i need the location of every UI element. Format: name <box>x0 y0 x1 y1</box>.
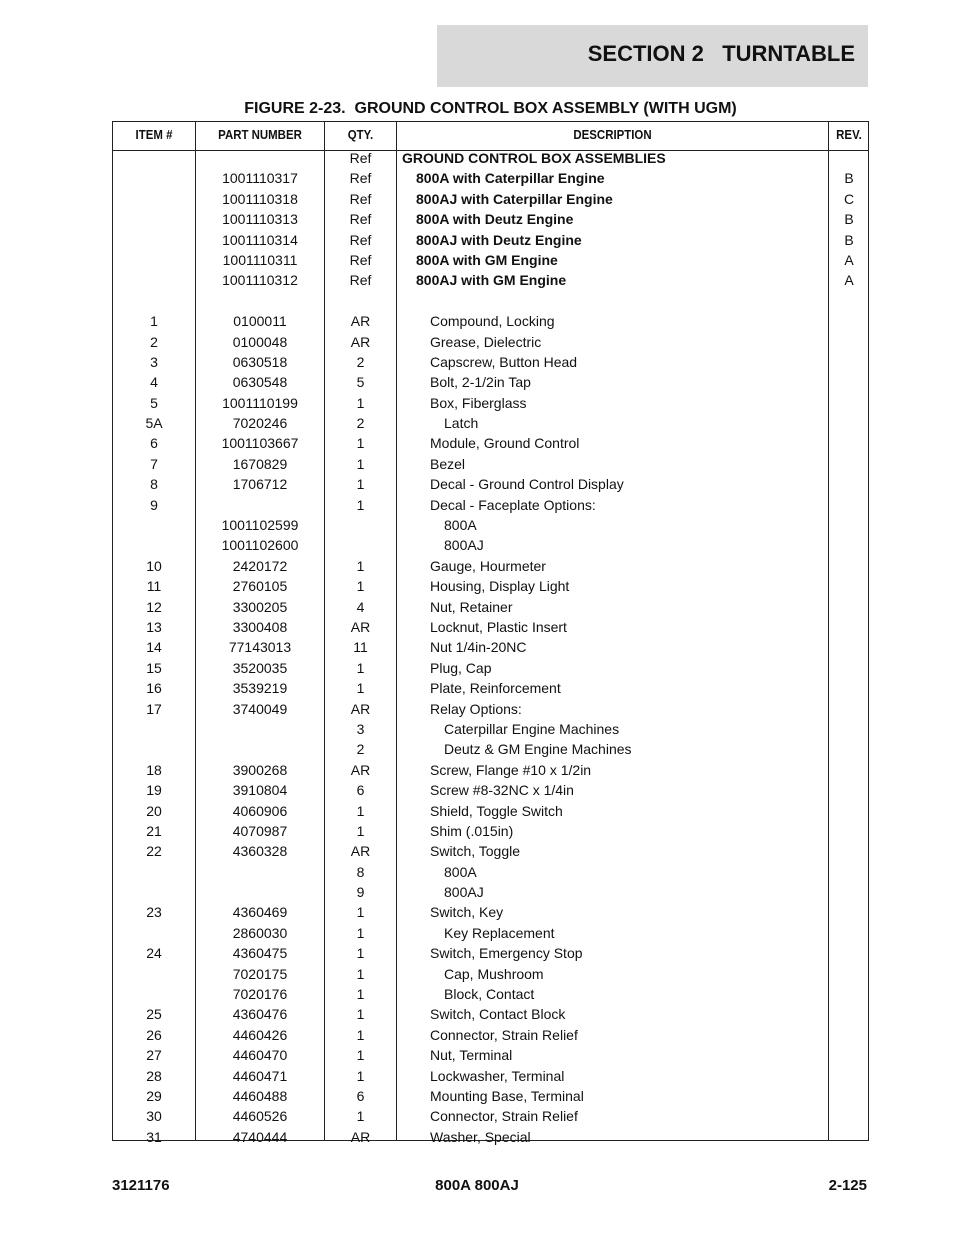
header-item: ITEM # <box>135 127 173 142</box>
part-number-cell: 0100011 <box>233 313 287 330</box>
section-header-box <box>437 25 868 87</box>
rev-cell: A <box>844 251 854 268</box>
table-row <box>113 556 868 576</box>
item-cell: 18 <box>146 761 162 778</box>
description-cell: Mounting Base, Terminal <box>430 1087 584 1104</box>
table-row <box>113 1066 868 1086</box>
part-number-cell: 7020246 <box>232 415 288 432</box>
qty-cell: Ref <box>349 251 372 268</box>
part-number-cell: 1001110318 <box>222 190 298 207</box>
description-cell: Key Replacement <box>444 924 555 941</box>
description-cell: Switch, Emergency Stop <box>430 945 583 962</box>
qty-cell: AR <box>350 333 371 350</box>
part-number-cell: 1670829 <box>232 455 288 472</box>
item-cell: 17 <box>146 700 162 717</box>
qty-cell: 11 <box>353 639 368 656</box>
qty-cell: 1 <box>356 802 365 819</box>
part-number-cell: 1001103667 <box>221 435 299 452</box>
table-row <box>113 699 868 719</box>
description-cell: Box, Fiberglass <box>430 394 527 411</box>
table-row <box>113 209 868 229</box>
qty-cell: 1 <box>356 455 365 472</box>
description-cell: 800AJ <box>444 537 484 554</box>
part-number-cell: 4070987 <box>232 822 288 839</box>
description-cell: Nut, Terminal <box>430 1047 513 1064</box>
description-cell: Switch, Contact Block <box>430 1006 566 1023</box>
item-cell: 16 <box>146 680 162 697</box>
qty-cell: 1 <box>356 965 365 982</box>
qty-cell: 1 <box>356 659 365 676</box>
description-cell: Switch, Toggle <box>430 843 521 860</box>
part-number-cell: 0630518 <box>232 353 288 370</box>
item-cell: 19 <box>146 782 162 799</box>
item-cell: 28 <box>146 1067 162 1084</box>
description-cell: Locknut, Plastic Insert <box>430 618 567 635</box>
table-row <box>113 535 868 555</box>
part-number-cell: 4360328 <box>232 843 288 860</box>
description-cell: Housing, Display Light <box>430 578 570 595</box>
item-cell: 10 <box>146 557 162 574</box>
qty-cell: 1 <box>356 986 365 1003</box>
table-row <box>113 230 868 250</box>
table-row <box>113 1127 868 1147</box>
header-qty: QTY. <box>347 127 374 142</box>
part-number-cell: 1001110317 <box>222 170 298 187</box>
qty-cell: Ref <box>349 150 372 166</box>
description-cell: Cap, Mushroom <box>444 965 544 982</box>
part-number-cell: 7020176 <box>232 986 288 1003</box>
qty-cell: 6 <box>356 782 365 799</box>
part-number-cell: 0100048 <box>232 333 288 350</box>
footer-page-number: 2-125 <box>828 1177 867 1194</box>
part-number-cell: 3539219 <box>232 680 288 697</box>
description-cell: 800A with GM Engine <box>416 251 558 268</box>
description-cell: 800A with Caterpillar Engine <box>416 170 605 187</box>
item-cell: 12 <box>146 598 162 615</box>
description-cell: Caterpillar Engine Machines <box>444 720 620 737</box>
table-row <box>113 862 868 882</box>
description-cell: Module, Ground Control <box>430 435 580 452</box>
table-row <box>113 474 868 494</box>
table-row <box>113 250 868 270</box>
table-row <box>113 617 868 637</box>
item-cell: 26 <box>146 1026 162 1043</box>
qty-cell: 4 <box>356 598 365 615</box>
description-cell: Connector, Strain Relief <box>430 1108 578 1125</box>
description-cell: 800A with Deutz Engine <box>416 211 574 228</box>
qty-cell: 5 <box>356 374 365 391</box>
part-number-cell: 2420172 <box>232 557 288 574</box>
description-cell: Screw, Flange #10 x 1/2in <box>430 761 592 778</box>
item-cell: 11 <box>146 578 162 595</box>
description-cell: Shield, Toggle Switch <box>430 802 563 819</box>
part-number-cell: 1001110311 <box>222 251 298 268</box>
table-row <box>113 841 868 861</box>
qty-cell: 1 <box>356 924 365 941</box>
rev-cell: B <box>844 170 854 187</box>
table-row <box>113 270 868 290</box>
table-row <box>113 739 868 759</box>
table-row <box>113 433 868 453</box>
description-cell: Compound, Locking <box>430 313 555 330</box>
description-cell: Bezel <box>430 455 466 472</box>
item-cell: 7 <box>150 455 158 472</box>
description-cell: Decal - Faceplate Options: <box>430 496 596 513</box>
part-number-cell: 1706712 <box>232 476 288 493</box>
item-cell: 9 <box>150 496 158 513</box>
header-description: DESCRIPTION <box>573 127 652 142</box>
section-title: SECTION 2 TURNTABLE <box>587 41 855 66</box>
part-number-cell: 1001102600 <box>221 537 299 554</box>
item-cell: 4 <box>150 374 158 391</box>
part-number-cell: 3900268 <box>232 761 288 778</box>
item-cell: 15 <box>146 659 162 676</box>
description-cell: Screw #8-32NC x 1/4in <box>430 782 574 799</box>
table-row <box>113 821 868 841</box>
description-cell: Relay Options: <box>430 700 522 717</box>
qty-cell: 1 <box>356 945 365 962</box>
header-rev: REV. <box>836 127 862 142</box>
part-number-cell: 4460471 <box>232 1067 288 1084</box>
item-cell: 20 <box>146 802 162 819</box>
table-row <box>113 964 868 984</box>
part-number-cell: 3910804 <box>232 782 288 799</box>
description-cell: 800AJ <box>444 884 484 901</box>
qty-cell: 9 <box>356 884 365 901</box>
footer-model: 800A 800AJ <box>435 1177 519 1194</box>
qty-cell: 1 <box>356 904 365 921</box>
table-row <box>113 719 868 739</box>
table-row <box>113 943 868 963</box>
qty-cell: Ref <box>349 190 372 207</box>
parts-table <box>112 121 869 1145</box>
item-cell: 2 <box>150 333 158 350</box>
description-cell: Plug, Cap <box>430 659 492 676</box>
table-row <box>113 760 868 780</box>
item-cell: 23 <box>146 904 162 921</box>
part-number-cell: 4460426 <box>232 1026 288 1043</box>
table-row <box>113 495 868 515</box>
qty-cell: 6 <box>356 1087 365 1104</box>
part-number-cell: 2760105 <box>232 578 288 595</box>
table-row <box>113 658 868 678</box>
qty-cell: 2 <box>356 353 365 370</box>
table-row <box>113 332 868 352</box>
qty-cell: AR <box>350 843 371 860</box>
table-row <box>113 923 868 943</box>
description-cell: Plate, Reinforcement <box>430 680 561 697</box>
rev-cell: B <box>844 211 854 228</box>
qty-cell: 8 <box>356 863 365 880</box>
part-number-cell: 4460526 <box>232 1108 288 1125</box>
part-number-cell: 3520035 <box>232 659 288 676</box>
part-number-cell: 4460470 <box>232 1047 288 1064</box>
table-row <box>113 168 868 188</box>
qty-cell: 2 <box>356 415 365 432</box>
qty-cell: Ref <box>349 231 372 248</box>
part-number-cell: 4460488 <box>232 1087 288 1104</box>
part-number-cell: 1001110314 <box>222 231 298 248</box>
table-row <box>113 597 868 617</box>
description-cell: 800AJ with Deutz Engine <box>416 231 582 248</box>
qty-cell: 1 <box>356 1006 365 1023</box>
qty-cell: 1 <box>356 822 365 839</box>
part-number-cell: 3300205 <box>232 598 288 615</box>
table-row <box>113 984 868 1004</box>
description-cell: Bolt, 2-1/2in Tap <box>430 374 531 391</box>
rev-cell: B <box>844 231 854 248</box>
description-cell: 800A <box>444 863 477 880</box>
table-row <box>113 148 868 168</box>
qty-cell: AR <box>350 1128 371 1145</box>
description-cell: Washer, Special <box>430 1128 531 1145</box>
table-row <box>113 372 868 392</box>
qty-cell: AR <box>350 761 371 778</box>
table-row <box>113 189 868 209</box>
table-row <box>113 291 868 311</box>
description-cell: Capscrew, Button Head <box>430 353 578 370</box>
description-cell: Shim (.015in) <box>430 822 514 839</box>
qty-cell: Ref <box>349 211 372 228</box>
qty-cell: AR <box>350 618 371 635</box>
part-number-cell: 7020175 <box>232 965 288 982</box>
item-cell: 30 <box>146 1108 162 1125</box>
item-cell: 31 <box>146 1128 162 1145</box>
part-number-cell: 4360469 <box>232 904 288 921</box>
item-cell: 27 <box>146 1047 162 1064</box>
description-cell: Switch, Key <box>430 904 504 921</box>
table-row <box>113 454 868 474</box>
item-cell: 24 <box>146 945 162 962</box>
qty-cell: 1 <box>356 1026 365 1043</box>
qty-cell: 1 <box>356 394 365 411</box>
item-cell: 22 <box>146 843 162 860</box>
qty-cell: 1 <box>356 578 365 595</box>
qty-cell: 2 <box>356 741 365 758</box>
table-row <box>113 801 868 821</box>
part-number-cell: 1001110199 <box>222 394 298 411</box>
table-row <box>113 1025 868 1045</box>
part-number-cell: 3740049 <box>232 700 288 717</box>
rev-cell: A <box>844 272 854 289</box>
part-number-cell: 4060906 <box>232 802 288 819</box>
qty-cell: AR <box>350 313 371 330</box>
description-cell: Grease, Dielectric <box>430 333 542 350</box>
table-row <box>113 882 868 902</box>
table-row <box>113 902 868 922</box>
qty-cell: 1 <box>356 1067 365 1084</box>
description-cell: 800A <box>444 517 477 534</box>
part-number-cell: 1001110312 <box>222 272 298 289</box>
qty-cell: AR <box>350 700 371 717</box>
part-number-cell: 0630548 <box>232 374 288 391</box>
qty-cell: 1 <box>356 496 365 513</box>
item-cell: 13 <box>146 618 162 635</box>
table-row <box>113 413 868 433</box>
description-cell: Nut, Retainer <box>430 598 513 615</box>
qty-cell: 3 <box>356 720 365 737</box>
table-row <box>113 515 868 535</box>
table-row <box>113 1045 868 1065</box>
qty-cell: 1 <box>356 435 365 452</box>
item-cell: 21 <box>146 822 162 839</box>
item-cell: 5 <box>150 394 158 411</box>
header-part-number: PART NUMBER <box>218 127 302 142</box>
item-cell: 6 <box>150 435 158 452</box>
table-row <box>113 678 868 698</box>
qty-cell: 1 <box>356 557 365 574</box>
item-cell: 1 <box>150 313 158 330</box>
description-cell: GROUND CONTROL BOX ASSEMBLIES <box>402 150 666 166</box>
description-cell: 800AJ with GM Engine <box>416 272 567 289</box>
description-cell: Block, Contact <box>444 986 535 1003</box>
qty-cell: 1 <box>356 476 365 493</box>
description-cell: Latch <box>444 415 479 432</box>
description-cell: Nut 1/4in-20NC <box>430 639 527 656</box>
description-cell: Decal - Ground Control Display <box>430 476 624 493</box>
description-cell: Gauge, Hourmeter <box>430 557 546 574</box>
part-number-cell: 4360475 <box>232 945 288 962</box>
qty-cell: 1 <box>356 1108 365 1125</box>
qty-cell: 1 <box>356 1047 365 1064</box>
part-number-cell: 77143013 <box>228 639 292 656</box>
table-row <box>113 1004 868 1024</box>
description-cell: 800AJ with Caterpillar Engine <box>416 190 613 207</box>
rev-cell: C <box>843 190 855 207</box>
figure-title: FIGURE 2-23. GROUND CONTROL BOX ASSEMBLY (WITH UGM) <box>244 100 737 117</box>
description-cell: Lockwasher, Terminal <box>430 1067 565 1084</box>
table-row <box>113 637 868 657</box>
part-number-cell: 4740444 <box>232 1128 288 1145</box>
part-number-cell: 1001102599 <box>221 517 299 534</box>
item-cell: 8 <box>150 476 158 493</box>
part-number-cell: 1001110313 <box>222 211 298 228</box>
qty-cell: Ref <box>349 170 372 187</box>
part-number-cell: 4360476 <box>232 1006 288 1023</box>
item-cell: 3 <box>150 353 158 370</box>
item-cell: 5A <box>145 415 163 432</box>
table-row <box>113 1086 868 1106</box>
description-cell: Deutz & GM Engine Machines <box>444 741 632 758</box>
description-cell: Connector, Strain Relief <box>430 1026 578 1043</box>
item-cell: 25 <box>146 1006 162 1023</box>
qty-cell: Ref <box>349 272 372 289</box>
item-cell: 14 <box>146 639 162 656</box>
table-body <box>113 148 868 1147</box>
table-row <box>113 576 868 596</box>
table-row <box>113 352 868 372</box>
footer-doc-number: 3121176 <box>112 1177 170 1194</box>
table-row <box>113 780 868 800</box>
part-number-cell: 3300408 <box>232 618 288 635</box>
table-row <box>113 393 868 413</box>
table-row <box>113 1106 868 1126</box>
table-row <box>113 311 868 331</box>
part-number-cell: 2860030 <box>232 924 288 941</box>
item-cell: 29 <box>146 1087 162 1104</box>
qty-cell: 1 <box>356 680 365 697</box>
